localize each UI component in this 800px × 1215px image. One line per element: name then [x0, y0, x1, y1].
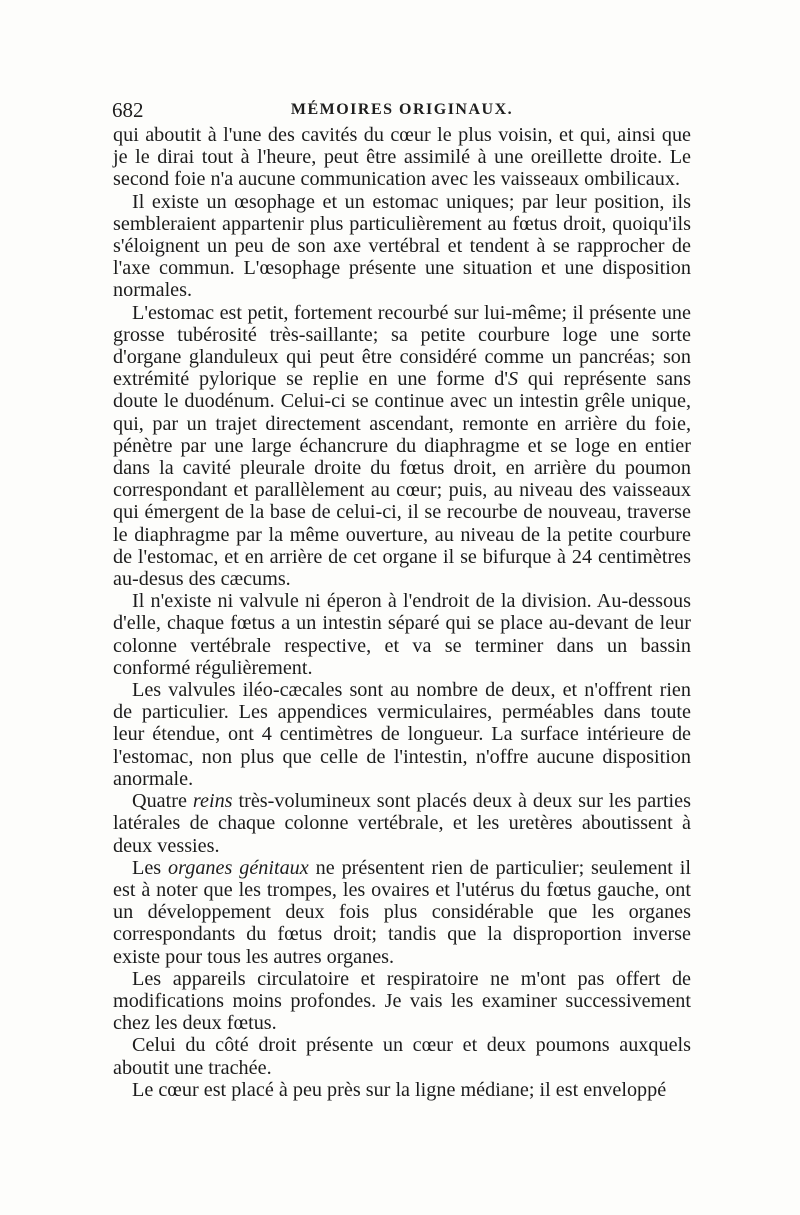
paragraph-estomac-intestin [113, 302, 691, 591]
italic-letter: S [508, 368, 519, 391]
running-title: MÉMOIRES ORIGINAUX. [290, 101, 514, 118]
text-segment: Le cœur est placé à peu près sur la ligne médiane; il est enveloppé [132, 1078, 667, 1101]
paragraph-reins [113, 790, 691, 857]
paragraph-coeur [113, 1079, 691, 1101]
paragraph-division-intestin [113, 590, 691, 679]
body-text [113, 124, 691, 1101]
text-segment: qui aboutit à l'une des cavités du cœur le plus voisin, et qui, ainsi que je le dirai tout à l'heure, peut être assimilé à une oreillette droite. Le second foie n'a aucune communication avec les vaisseaux ombilicaux. [113, 124, 691, 191]
text-segment: Il existe un œsophage et un estomac uniques; par leur position, ils sembleraient appartenir plus particulièrement au fœtus droit, quoiqu'ils s'éloignent un peu de son axe vertébral et tendent à se rapprocher de l'axe commun. L'œsophage présente une situation et une disposition normales. [113, 190, 691, 302]
text-segment: Les [132, 856, 169, 879]
text-segment: Il n'existe ni valvule ni éperon à l'endroit de la division. Au-dessous d'elle, chaque fœtus a un intestin séparé qui se place au-devant de leur colonne vertébrale respective, et va se terminer dans un bassin conformé régulièrement. [113, 590, 691, 679]
text-segment: très-volumineux sont placés deux à deux sur les parties latérales de chaque colonne vertébrale, et les uretères aboutissent à deux vessies. [113, 790, 691, 857]
text-segment: L'estomac est petit, fortement recourbé sur lui-même; il présente une grosse tubérosité très-saillante; sa petite courbure loge une sorte d'organe glanduleux qui peut être considéré comme un pancréas; son extrémité pylorique se replie en une forme d' [113, 301, 691, 391]
text-segment: Les appareils circulatoire et respiratoire ne m'ont pas offert de modifications moins profondes. Je vais les examiner successivement chez les deux fœtus. [113, 967, 691, 1035]
paragraph-oesophage-estomac [113, 191, 691, 302]
paragraph-appareils [113, 968, 691, 1035]
page-number: 682 [112, 98, 144, 122]
paragraph-valvules [113, 679, 691, 790]
text-segment: qui représente sans doute le duodénum. Celui-ci se continue avec un intestin grêle unique, qui, par un trajet directement ascendant, remonte en arrière du foie, pénètre par une large échancrure du diaphragme et se loge en entier dans la cavité pleurale droite du fœtus droit, en arrière du poumon correspondant et parallèlement au cœur; puis, au niveau des vaisseaux qui émergent de la base de celui-ci, il se recourbe de nouveau, traverse le diaphragme par la même ouverture, au niveau de la petite courbure de l'estomac, et en arrière de cet organe il se bifurque à 24 centimètres au-desus des cæcums. [113, 368, 691, 591]
italic-term-reins: reins [192, 790, 233, 813]
paragraph-organes-genitaux [113, 857, 691, 968]
text-segment: Celui du côté droit présente un cœur et deux poumons auxquels aboutit une trachée. [113, 1034, 691, 1079]
running-head [112, 96, 692, 124]
italic-term-organes-genitaux: organes génitaux [168, 856, 309, 879]
text-segment: Quatre [132, 790, 193, 813]
paragraph-cavites-coeur [113, 124, 691, 191]
paragraph-cote-droit [113, 1034, 691, 1078]
text-segment: Les valvules iléo-cæcales sont au nombre de deux, et n'offrent rien de particulier. Les appendices vermiculaires, perméables dans toute leur étendue, ont 4 centimètres de longueur. La surface intérieure de l'estomac, non plus que celle de l'intestin, n'offre aucune disposition anormale. [113, 679, 691, 790]
text-segment: ne présentent rien de particulier; seulement il est à noter que les trompes, les ovaires et l'utérus du fœtus gauche, ont un développement deux fois plus considérable que les organes correspondants du fœtus droit; tandis que la disproportion inverse existe pour tous les autres organes. [113, 856, 692, 968]
